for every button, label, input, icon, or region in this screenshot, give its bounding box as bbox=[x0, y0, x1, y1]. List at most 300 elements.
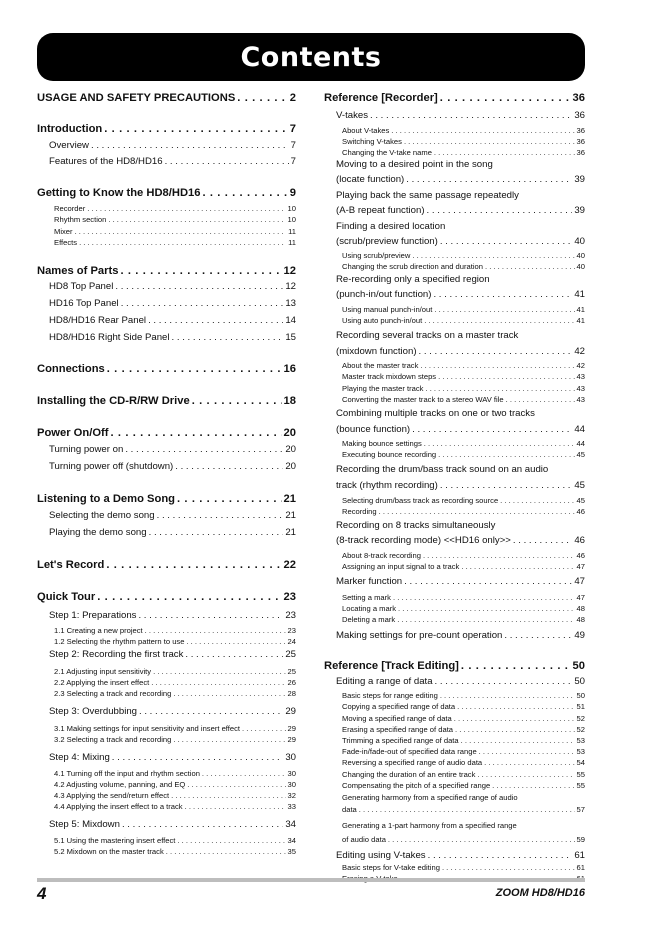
toc-entry[interactable] bbox=[37, 123, 296, 137]
toc-entry-page: 20 bbox=[285, 444, 296, 455]
dot-leader bbox=[397, 615, 574, 624]
dot-leader bbox=[406, 174, 572, 185]
dot-leader bbox=[379, 507, 575, 516]
toc-entry-title: HD8/HD16 Rear Panel bbox=[49, 315, 147, 326]
toc-entry-title: Recorder bbox=[54, 204, 86, 213]
dot-leader bbox=[479, 747, 575, 756]
toc-entry[interactable] bbox=[37, 802, 296, 812]
toc-entry-title: 1.1 Creating a new project bbox=[54, 626, 143, 635]
dot-leader bbox=[192, 395, 282, 407]
toc-entry[interactable] bbox=[37, 427, 296, 441]
toc-entry-title: Basic steps for range editing bbox=[342, 691, 438, 700]
dot-leader bbox=[477, 770, 574, 779]
toc-entry-page: 23 bbox=[287, 626, 296, 635]
toc-entry-title: Overview bbox=[49, 140, 89, 151]
toc-entry-page: 53 bbox=[576, 747, 585, 756]
toc-entry-page: 29 bbox=[287, 724, 296, 733]
toc-entry[interactable] bbox=[324, 236, 585, 248]
toc-entry-title: track (rhythm recording) bbox=[336, 480, 438, 491]
dot-leader bbox=[104, 123, 288, 135]
toc-entry-page: 30 bbox=[287, 780, 296, 789]
dot-leader bbox=[438, 450, 574, 459]
toc-entry-page: 44 bbox=[574, 424, 585, 435]
toc-entry-page: 36 bbox=[576, 137, 585, 146]
toc-entry[interactable] bbox=[324, 439, 585, 449]
toc-entry[interactable] bbox=[324, 361, 585, 371]
toc-entry-title: HD16 Top Panel bbox=[49, 298, 119, 309]
toc-entry-title: (8-track recording mode) <<HD16 only>> bbox=[336, 535, 511, 546]
toc-entry-page: 46 bbox=[576, 507, 585, 516]
toc-entry[interactable] bbox=[37, 791, 296, 801]
toc-entry[interactable] bbox=[37, 265, 296, 279]
toc-entry[interactable] bbox=[324, 148, 585, 158]
dot-leader bbox=[461, 660, 571, 672]
toc-entry[interactable] bbox=[324, 305, 585, 315]
toc-entry-title: 3.1 Making settings for input sensitivity and insert effect bbox=[54, 724, 241, 733]
toc-entry-title: Step 2: Recording the first track bbox=[49, 649, 184, 660]
dot-leader bbox=[139, 706, 283, 717]
toc-entry-page: 33 bbox=[287, 802, 296, 811]
toc-entry[interactable] bbox=[37, 819, 296, 831]
toc-entry-page: 7 bbox=[290, 140, 296, 151]
toc-entry[interactable] bbox=[37, 847, 296, 857]
dot-leader bbox=[393, 593, 575, 602]
toc-entry-title: Compensating the pitch of a specified range bbox=[342, 781, 491, 790]
toc-entry-page: 41 bbox=[574, 289, 585, 300]
toc-entry[interactable] bbox=[37, 649, 296, 661]
toc-entry-page: 10 bbox=[287, 204, 296, 213]
toc-entry-page: 50 bbox=[574, 676, 585, 687]
toc-entry[interactable] bbox=[324, 496, 585, 506]
toc-entry-title: Erasing a specified range of data bbox=[342, 725, 454, 734]
toc-entry-page: 44 bbox=[576, 439, 585, 448]
toc-entry[interactable] bbox=[324, 316, 585, 326]
toc-entry[interactable] bbox=[324, 604, 585, 614]
dot-leader bbox=[186, 637, 285, 646]
toc-entry[interactable] bbox=[324, 781, 585, 791]
toc-entry[interactable] bbox=[324, 593, 585, 603]
dot-leader bbox=[461, 736, 575, 745]
toc-entry[interactable] bbox=[324, 126, 585, 136]
toc-entry[interactable] bbox=[324, 630, 585, 642]
toc-entry[interactable] bbox=[324, 576, 585, 588]
toc-entry-page: 41 bbox=[576, 305, 585, 314]
toc-entry[interactable] bbox=[324, 384, 585, 394]
toc-entry[interactable] bbox=[324, 110, 585, 122]
toc-entry[interactable] bbox=[37, 92, 296, 106]
toc-entry-page: 32 bbox=[287, 791, 296, 800]
toc-entry-page: 18 bbox=[283, 395, 296, 407]
dot-leader bbox=[433, 289, 572, 300]
toc-entry-title: Assigning an input signal to a track bbox=[342, 562, 460, 571]
toc-entry[interactable] bbox=[37, 215, 296, 225]
dot-leader bbox=[438, 372, 574, 381]
toc-entry-page: 43 bbox=[576, 395, 585, 404]
toc-entry[interactable] bbox=[324, 221, 585, 233]
toc-entry-title: (locate function) bbox=[336, 174, 405, 185]
toc-entry-title: Names of Parts bbox=[37, 265, 119, 277]
toc-entry-page: 40 bbox=[576, 251, 585, 260]
toc-entry[interactable] bbox=[324, 562, 585, 572]
toc-entry[interactable] bbox=[324, 747, 585, 757]
toc-entry-title: (bounce function) bbox=[336, 424, 411, 435]
toc-entry-title: USAGE AND SAFETY PRECAUTIONS bbox=[37, 92, 236, 104]
toc-entry[interactable] bbox=[324, 450, 585, 460]
toc-entry[interactable] bbox=[37, 332, 296, 344]
dot-leader bbox=[440, 691, 575, 700]
dot-leader bbox=[504, 630, 572, 641]
toc-entry-title: Let's Record bbox=[37, 559, 105, 571]
toc-entry-title: Fade-in/fade-out of specified data range bbox=[342, 747, 477, 756]
toc-entry-title: Re-recording only a specified region bbox=[336, 274, 490, 285]
dot-leader bbox=[242, 724, 286, 733]
dot-leader bbox=[500, 496, 574, 505]
toc-entry-title: Recording on 8 tracks simultaneously bbox=[336, 520, 496, 531]
toc-entry-title: Turning power on bbox=[49, 444, 124, 455]
toc-entry-page: 13 bbox=[285, 298, 296, 309]
toc-entry[interactable] bbox=[324, 676, 585, 688]
toc-entry-title: Turning power off (shutdown) bbox=[49, 461, 174, 472]
toc-entry[interactable] bbox=[37, 281, 296, 293]
toc-entry[interactable] bbox=[324, 770, 585, 780]
toc-entry-page: 22 bbox=[283, 559, 296, 571]
toc-entry-title: V-takes bbox=[336, 110, 368, 121]
toc-entry-page: 48 bbox=[576, 604, 585, 613]
dot-leader bbox=[75, 227, 287, 236]
toc-entry[interactable] bbox=[37, 444, 296, 456]
dot-leader bbox=[427, 205, 573, 216]
toc-entry-page: 10 bbox=[287, 215, 296, 224]
toc-entry[interactable] bbox=[324, 821, 585, 831]
toc-entry[interactable] bbox=[324, 758, 585, 768]
toc-entry-page: 2 bbox=[289, 92, 296, 104]
dot-leader bbox=[125, 444, 283, 455]
toc-entry-title: Recording the drum/bass track sound on an audio bbox=[336, 464, 549, 475]
toc-entry[interactable] bbox=[37, 667, 296, 677]
toc-entry-page: 41 bbox=[576, 316, 585, 325]
toc-entry-title: Moving a specified range of data bbox=[342, 714, 452, 723]
toc-entry[interactable] bbox=[324, 159, 585, 171]
toc-entry-page: 12 bbox=[283, 265, 296, 277]
toc-entry-page: 20 bbox=[283, 427, 296, 439]
toc-entry[interactable] bbox=[324, 480, 585, 492]
toc-entry-title: Changing the scrub direction and duration bbox=[342, 262, 483, 271]
dot-leader bbox=[171, 791, 285, 800]
dot-leader bbox=[107, 363, 282, 375]
dot-leader bbox=[110, 427, 281, 439]
toc-entry-title: Making settings for pre-count operation bbox=[336, 630, 503, 641]
toc-entry[interactable] bbox=[37, 204, 296, 214]
toc-entry[interactable] bbox=[37, 156, 296, 168]
dot-leader bbox=[108, 215, 285, 224]
toc-entry-title: Getting to Know the HD8/HD16 bbox=[37, 187, 201, 199]
toc-entry-title: Installing the CD-R/RW Drive bbox=[37, 395, 190, 407]
toc-entry[interactable] bbox=[37, 140, 296, 152]
toc-entry[interactable] bbox=[37, 637, 296, 647]
toc-entry[interactable] bbox=[37, 706, 296, 718]
dot-leader bbox=[398, 604, 575, 613]
footer-brand: ZOOM HD8/HD16 bbox=[495, 887, 585, 899]
dot-leader bbox=[391, 126, 574, 135]
toc-entry[interactable] bbox=[324, 372, 585, 382]
toc-entry[interactable] bbox=[37, 836, 296, 846]
toc-entry[interactable] bbox=[37, 510, 296, 522]
dot-leader bbox=[177, 836, 285, 845]
dot-leader bbox=[87, 204, 285, 213]
toc-entry[interactable] bbox=[324, 520, 585, 532]
toc-entry-title: (scrub/preview function) bbox=[336, 236, 438, 247]
toc-entry-page: 51 bbox=[576, 702, 585, 711]
toc-entry-title: Moving to a desired point in the song bbox=[336, 159, 493, 170]
dot-leader bbox=[428, 850, 573, 861]
toc-entry[interactable] bbox=[37, 527, 296, 539]
dot-leader bbox=[173, 689, 285, 698]
toc-entry[interactable] bbox=[37, 559, 296, 573]
toc-entry-title: Executing bounce recording bbox=[342, 450, 437, 459]
toc-entry-title: Step 4: Mixing bbox=[49, 752, 110, 763]
toc-entry-page: 26 bbox=[287, 678, 296, 687]
toc-entry-page: 30 bbox=[287, 769, 296, 778]
toc-entry-title: (A-B repeat function) bbox=[336, 205, 425, 216]
toc-entry-page: 12 bbox=[285, 281, 296, 292]
toc-entry[interactable] bbox=[324, 190, 585, 202]
toc-entry-page: 45 bbox=[576, 496, 585, 505]
toc-entry-title: Effects bbox=[54, 238, 78, 247]
toc-entry-title: 5.2 Mixdown on the master track bbox=[54, 847, 164, 856]
toc-entry[interactable] bbox=[324, 262, 585, 272]
toc-entry-title: Reversing a specified range of audio data bbox=[342, 758, 483, 767]
toc-entry-title: Selecting the demo song bbox=[49, 510, 155, 521]
toc-entry[interactable] bbox=[37, 735, 296, 745]
toc-entry-title: Using manual punch-in/out bbox=[342, 305, 433, 314]
toc-entry[interactable] bbox=[324, 464, 585, 476]
toc-entry-page: 45 bbox=[574, 480, 585, 491]
toc-entry[interactable] bbox=[37, 780, 296, 790]
dot-leader bbox=[172, 332, 284, 343]
toc-entry[interactable] bbox=[37, 724, 296, 734]
toc-entry[interactable] bbox=[324, 805, 585, 815]
dot-leader bbox=[485, 262, 575, 271]
toc-entry-page: 48 bbox=[576, 615, 585, 624]
dot-leader bbox=[404, 576, 572, 587]
toc-entry-page: 55 bbox=[576, 781, 585, 790]
toc-entry-page: 47 bbox=[576, 562, 585, 571]
toc-entry-page: 9 bbox=[289, 187, 296, 199]
toc-entry-page: 15 bbox=[285, 332, 296, 343]
toc-entry-title: Changing the V-take name bbox=[342, 148, 432, 157]
dot-leader bbox=[404, 137, 575, 146]
toc-entry-page: 34 bbox=[285, 819, 296, 830]
dot-leader bbox=[91, 140, 289, 151]
toc-entry[interactable] bbox=[37, 752, 296, 764]
toc-entry-page: 20 bbox=[285, 461, 296, 472]
toc-entry-page: 14 bbox=[285, 315, 296, 326]
toc-entry[interactable] bbox=[324, 714, 585, 724]
toc-entry-title: 2.2 Applying the insert effect bbox=[54, 678, 150, 687]
toc-entry-title: Generating harmony from a specified range of audio bbox=[342, 793, 518, 802]
toc-entry-page: 54 bbox=[576, 758, 585, 767]
toc-entry[interactable] bbox=[324, 551, 585, 561]
toc-entry[interactable] bbox=[37, 689, 296, 699]
toc-entry-page: 36 bbox=[574, 110, 585, 121]
toc-entry-page: 29 bbox=[287, 735, 296, 744]
dot-leader bbox=[177, 493, 282, 505]
toc-entry[interactable] bbox=[37, 315, 296, 327]
toc-entry-title: Step 3: Overdubbing bbox=[49, 706, 138, 717]
toc-entry[interactable] bbox=[324, 793, 585, 803]
toc-entry-page: 46 bbox=[576, 551, 585, 560]
toc-entry-title: 4.4 Applying the insert effect to a track bbox=[54, 802, 183, 811]
toc-entry-title: Connections bbox=[37, 363, 105, 375]
toc-entry-title: Step 5: Mixdown bbox=[49, 819, 120, 830]
toc-entry-page: 59 bbox=[576, 835, 585, 844]
toc-entry-page: 25 bbox=[285, 649, 296, 660]
toc-entry-title: (punch-in/out function) bbox=[336, 289, 432, 300]
toc-entry[interactable] bbox=[324, 92, 585, 106]
dot-leader bbox=[165, 156, 289, 167]
toc-entry[interactable] bbox=[324, 660, 585, 674]
toc-entry-title: Editing using V-takes bbox=[336, 850, 426, 861]
toc-entry[interactable] bbox=[37, 493, 296, 507]
toc-entry-page: 53 bbox=[576, 736, 585, 745]
dot-leader bbox=[173, 735, 285, 744]
dot-leader bbox=[112, 752, 284, 763]
toc-entry-page: 7 bbox=[290, 156, 296, 167]
toc-entry[interactable] bbox=[37, 227, 296, 237]
toc-entry[interactable] bbox=[324, 205, 585, 217]
toc-entry[interactable] bbox=[324, 835, 585, 845]
toc-entry-title: Using auto punch-in/out bbox=[342, 316, 423, 325]
toc-entry-title: Playing back the same passage repeatedly bbox=[336, 190, 519, 201]
toc-entry[interactable] bbox=[324, 289, 585, 301]
toc-entry-page: 21 bbox=[283, 493, 296, 505]
toc-entry-title: Power On/Off bbox=[37, 427, 109, 439]
toc-entry-title: Finding a desired location bbox=[336, 221, 446, 232]
toc-entry-title: Rhythm section bbox=[54, 215, 107, 224]
dot-leader bbox=[492, 781, 574, 790]
dot-leader bbox=[424, 439, 575, 448]
toc-entry-title: Marker function bbox=[336, 576, 403, 587]
toc-entry[interactable] bbox=[37, 678, 296, 688]
dot-leader bbox=[115, 281, 283, 292]
toc-entry-title: Recording bbox=[342, 507, 377, 516]
toc-entry[interactable] bbox=[37, 461, 296, 473]
dot-leader bbox=[513, 535, 572, 546]
toc-entry-page: 11 bbox=[288, 238, 296, 247]
toc-entry[interactable] bbox=[324, 274, 585, 286]
toc-entry-page: 7 bbox=[289, 123, 296, 135]
toc-entry-title: Mixer bbox=[54, 227, 73, 236]
toc-entry-page: 35 bbox=[287, 847, 296, 856]
toc-entry[interactable] bbox=[37, 363, 296, 377]
dot-leader bbox=[175, 461, 283, 472]
toc-entry[interactable] bbox=[324, 863, 585, 873]
page-number: 4 bbox=[37, 884, 47, 903]
toc-entry-page: 30 bbox=[285, 752, 296, 763]
dot-leader bbox=[457, 702, 574, 711]
toc-entry[interactable] bbox=[324, 395, 585, 405]
toc-entry-title: Master track mixdown steps bbox=[342, 372, 437, 381]
dot-leader bbox=[370, 110, 572, 121]
toc-entry-title: Making bounce settings bbox=[342, 439, 422, 448]
toc-entry-title: Combining multiple tracks on one or two tracks bbox=[336, 408, 535, 419]
toc-entry-title: 2.3 Selecting a track and recording bbox=[54, 689, 172, 698]
toc-entry-page: 39 bbox=[574, 174, 585, 185]
toc-entry-title: Quick Tour bbox=[37, 591, 96, 603]
toc-entry[interactable] bbox=[324, 850, 585, 862]
dot-leader bbox=[166, 847, 286, 856]
toc-entry-title: (mixdown function) bbox=[336, 346, 417, 357]
toc-entry[interactable] bbox=[37, 298, 296, 310]
toc-entry[interactable] bbox=[37, 395, 296, 409]
toc-entry-title: Generating a 1-part harmony from a specified range bbox=[342, 821, 517, 830]
dot-leader bbox=[122, 819, 283, 830]
toc-entry-page: 29 bbox=[285, 706, 296, 717]
toc-entry-page: 34 bbox=[287, 836, 296, 845]
dot-leader bbox=[506, 395, 575, 404]
toc-entry[interactable] bbox=[324, 702, 585, 712]
page-title: Contents bbox=[240, 41, 382, 73]
toc-entry[interactable] bbox=[324, 424, 585, 436]
toc-entry[interactable] bbox=[324, 507, 585, 517]
toc-entry[interactable] bbox=[37, 591, 296, 605]
toc-entry[interactable] bbox=[324, 725, 585, 735]
toc-entry-title: Playing the demo song bbox=[49, 527, 147, 538]
toc-entry[interactable] bbox=[37, 238, 296, 248]
toc-entry[interactable] bbox=[37, 610, 296, 622]
toc-entry[interactable] bbox=[37, 626, 296, 636]
toc-entry[interactable] bbox=[324, 535, 585, 547]
toc-entry[interactable] bbox=[324, 137, 585, 147]
toc-entry-title: About V-takes bbox=[342, 126, 390, 135]
toc-entry-page: 24 bbox=[287, 637, 296, 646]
toc-entry-title: Converting the master track to a stereo WAV file bbox=[342, 395, 504, 404]
toc-entry[interactable] bbox=[324, 615, 585, 625]
toc-entry[interactable] bbox=[324, 408, 585, 420]
dot-leader bbox=[435, 676, 573, 687]
dot-leader bbox=[145, 626, 286, 635]
toc-entry-title: Switching V-takes bbox=[342, 137, 402, 146]
toc-entry[interactable] bbox=[324, 346, 585, 358]
dot-leader bbox=[187, 780, 285, 789]
toc-entry-title: HD8 Top Panel bbox=[49, 281, 114, 292]
toc-entry[interactable] bbox=[37, 187, 296, 201]
toc-entry-page: 21 bbox=[285, 527, 296, 538]
toc-entry[interactable] bbox=[324, 174, 585, 186]
toc-entry-title: Reference [Recorder] bbox=[324, 92, 438, 104]
toc-entry-page: 36 bbox=[576, 126, 585, 135]
toc-entry-title: 2.1 Adjusting input sensitivity bbox=[54, 667, 152, 676]
toc-entry-page: 23 bbox=[283, 591, 296, 603]
toc-entry-title: Locating a mark bbox=[342, 604, 397, 613]
toc-entry-title: Basic steps for V-take editing bbox=[342, 863, 440, 872]
toc-entry-page: 39 bbox=[574, 205, 585, 216]
toc-entry[interactable] bbox=[324, 251, 585, 261]
toc-entry[interactable] bbox=[324, 330, 585, 342]
dot-leader bbox=[440, 480, 573, 491]
toc-entry-title: Setting a mark bbox=[342, 593, 391, 602]
dot-leader bbox=[359, 805, 575, 814]
dot-leader bbox=[440, 92, 571, 104]
dot-leader bbox=[237, 92, 287, 104]
toc-entry[interactable] bbox=[324, 691, 585, 701]
toc-entry[interactable] bbox=[324, 736, 585, 746]
dot-leader bbox=[97, 591, 281, 603]
toc-entry[interactable] bbox=[37, 769, 296, 779]
toc-entry-title: 4.3 Applying the send/return effect bbox=[54, 791, 170, 800]
dot-leader bbox=[434, 305, 574, 314]
dot-leader bbox=[412, 251, 574, 260]
